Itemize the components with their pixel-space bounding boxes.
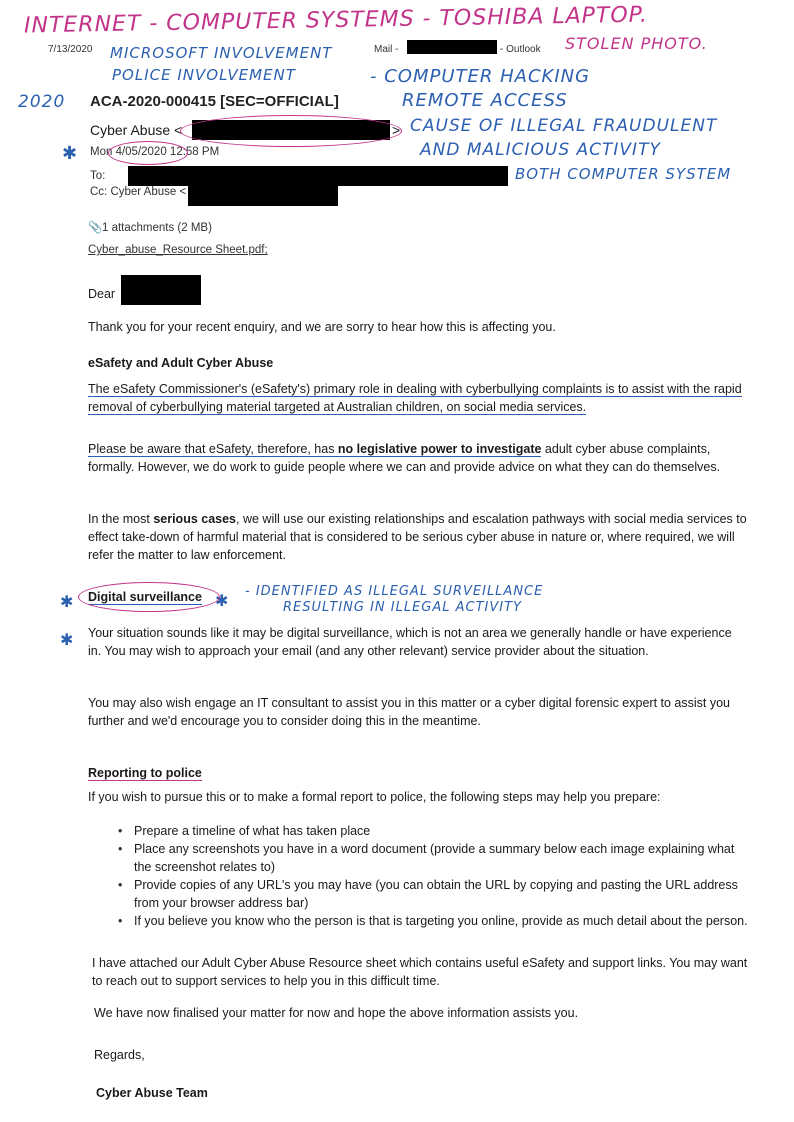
list-item: • If you believe you know who the person is that is targeting you online, provide as much detail about the person.: [112, 912, 748, 930]
section-heading-surveillance: Digital surveillance: [88, 590, 202, 604]
pen-circle: [180, 115, 402, 147]
paragraph-esafety-role: The eSafety Commissioner's (eSafety's) primary role in dealing with cyberbullying complaints is to assist with the rapid removal of cyberbullying material targeted at Australian children, on social media services.: [88, 382, 742, 414]
asterisk-mark: ✱: [60, 632, 74, 649]
asterisk-mark: ✱: [60, 594, 74, 611]
section-heading-police: Reporting to police: [88, 766, 202, 780]
print-date: 7/13/2020: [48, 44, 93, 55]
annotation-cause: CAUSE OF ILLEGAL FRAUDULENT: [410, 116, 718, 136]
annotation-stolen-photo: STOLEN PHOTO.: [565, 34, 708, 53]
annotation-year: 2020: [18, 92, 66, 112]
paragraph-it-consultant: You may also wish engage an IT consultant to assist you in this matter or a cyber digital forensic expert to assist you further and we'd encourage you to consider doing this in the meantime.: [88, 696, 730, 728]
list-item: • Prepare a timeline of what has taken place: [112, 822, 748, 840]
asterisk-mark: ✱: [215, 593, 229, 610]
paragraph-police: If you wish to pursue this or to make a formal report to police, the following steps may help you prepare:: [88, 790, 661, 804]
annotation-hacking: - COMPUTER HACKING: [370, 66, 591, 87]
cc-label: Cc: Cyber Abuse <: [90, 186, 187, 198]
paperclip-icon: 📎: [88, 222, 103, 234]
outlook-label: - Outlook: [500, 44, 541, 55]
annotation-identified: - IDENTIFIED AS ILLEGAL SURVEILLANCE: [245, 584, 544, 599]
asterisk-mark: ✱: [62, 143, 78, 163]
attachments-label: 1 attachments (2 MB): [102, 222, 212, 234]
paragraph-no-power: Please be aware that eSafety, therefore, has no legislative power to investigate adult cyber abuse complaints, formally. However, we do work to guide people where we can and provide advice on what they can do themselves.: [88, 442, 721, 474]
redaction-bar: [407, 40, 497, 54]
redaction-bar: [121, 275, 201, 305]
police-steps-list: [112, 822, 748, 930]
mail-label: Mail -: [374, 44, 399, 55]
to-label: To:: [90, 170, 106, 182]
annotation-malicious: AND MALICIOUS ACTIVITY: [420, 140, 661, 160]
annotation-resulting: RESULTING IN ILLEGAL ACTIVITY: [283, 600, 522, 615]
redaction-bar: [188, 186, 338, 206]
section-heading-esafety: eSafety and Adult Cyber Abuse: [88, 356, 274, 370]
paragraph-serious-cases: In the most serious cases, we will use our existing relationships and escalation pathways with social media services to effect take-down of harmful material that is considered to be serious cyber abuse in nature or, where required, we will refer the matter to law enforcement.: [88, 512, 747, 562]
signoff: Cyber Abuse Team: [96, 1086, 208, 1100]
intro-paragraph: Thank you for your recent enquiry, and we are sorry to hear how this is affecting you.: [88, 320, 556, 334]
regards: Regards,: [94, 1048, 145, 1062]
list-item: • Place any screenshots you have in a word document (provide a summary below each image explaining what the screenshot relates to): [112, 840, 748, 876]
paragraph-surveillance: Your situation sounds like it may be digital surveillance, which is not an area we generally handle or have experience in. You may wish to approach your email (and any other relevant) service provider about the situation.: [88, 626, 732, 658]
paragraph-resource-sheet: I have attached our Adult Cyber Abuse Resource sheet which contains useful eSafety and support links. You may want to reach out to support services to help you in this difficult time.: [92, 956, 748, 988]
redaction-bar: [128, 166, 508, 186]
greeting: Dear: [88, 287, 116, 301]
annotation-police: POLICE INVOLVEMENT: [112, 66, 296, 84]
pen-circle: [108, 141, 188, 165]
paragraph-finalised: We have now finalised your matter for now and hope the above information assists you.: [94, 1006, 579, 1020]
email-subject: ACA-2020-000415 [SEC=OFFICIAL]: [90, 93, 339, 110]
list-item: • Provide copies of any URL's you may have (you can obtain the URL by copying and pasting the URL address from your browser address bar): [112, 876, 748, 912]
annotation-microsoft: MICROSOFT INVOLVEMENT: [110, 44, 333, 62]
sender-close: >: [392, 122, 401, 138]
attachment-link[interactable]: Cyber_abuse_Resource Sheet.pdf;: [88, 244, 268, 256]
pen-circle: [78, 582, 220, 612]
email-date: Mon 4/05/2020 12:58 PM: [90, 146, 220, 158]
annotation-top-line: INTERNET - COMPUTER SYSTEMS - TOSHIBA LAPTOP.: [23, 2, 649, 39]
annotation-both-systems: BOTH COMPUTER SYSTEM: [515, 165, 732, 183]
annotation-remote: REMOTE ACCESS: [402, 90, 568, 111]
sender-name: Cyber Abuse <: [90, 122, 183, 138]
